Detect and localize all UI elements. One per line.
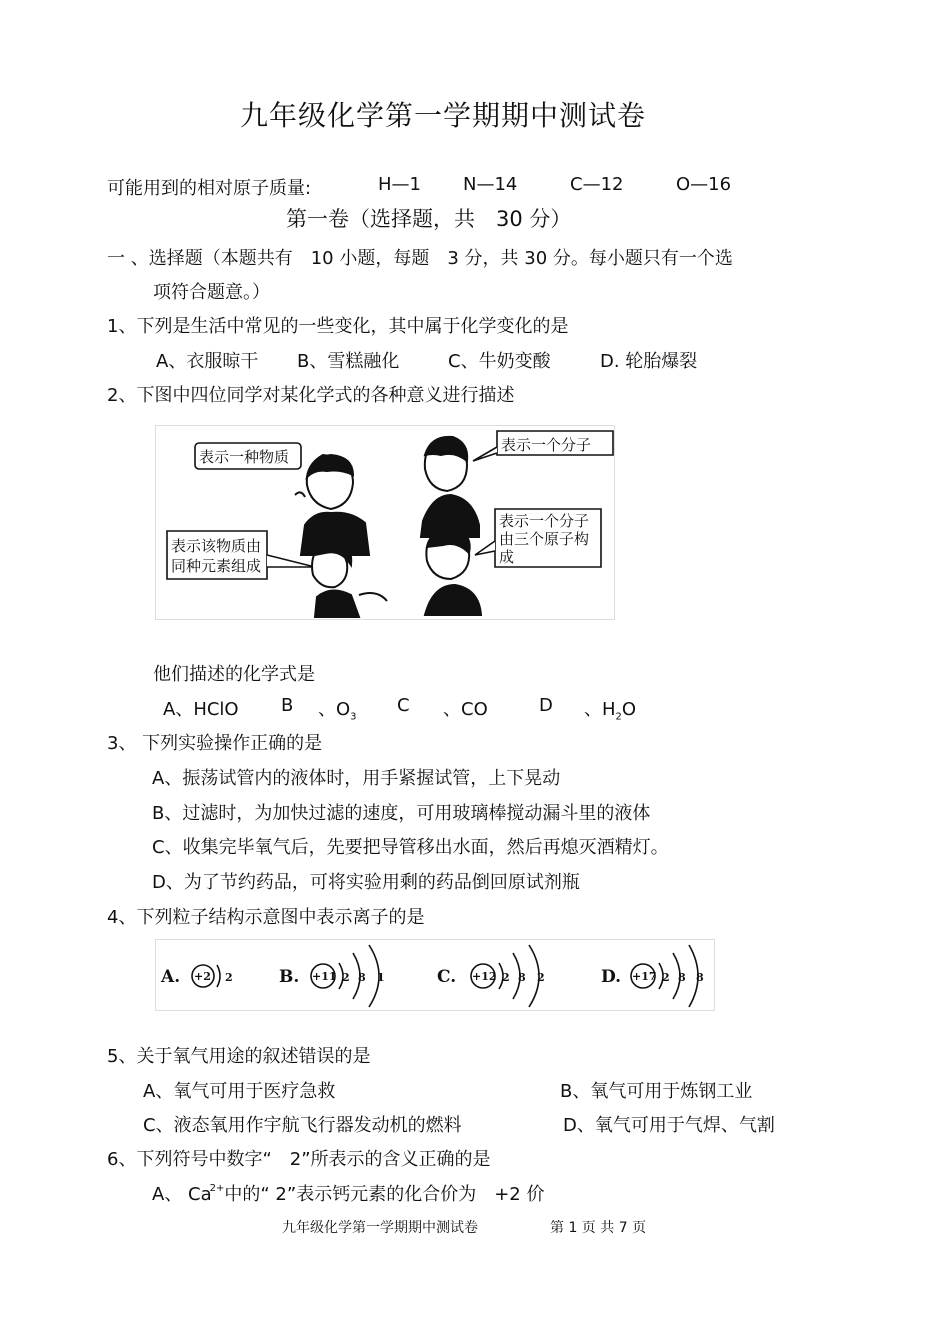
atom-d-shell-2: 8: [678, 971, 686, 984]
q1-option-a: A、衣服晾干: [156, 351, 259, 372]
bubble-4-text-line2: 由三个原子构: [499, 530, 590, 548]
q2-option-a: A、HClO: [163, 699, 239, 720]
q2-option-b: 、$O_3$: [318, 699, 357, 723]
section1-line2: 项符合题意。）: [153, 282, 270, 303]
q2-option-d: 、$H_2O$: [584, 699, 637, 723]
q1-option-b: B、雪糕融化: [297, 351, 400, 372]
bubble-3-text-line1: 表示该物质由: [171, 537, 262, 555]
student-4-figure: [425, 527, 481, 615]
bubble-4-text-line1: 表示一个分子: [499, 512, 590, 530]
atom-a-nucleus: +2: [194, 970, 211, 983]
bubble-1-text: 表示一种物质: [199, 448, 290, 466]
q2-students-figure: [155, 425, 615, 620]
atomic-mass-o: O—16: [676, 174, 732, 195]
q3-option-d: D、为了节约药品，可将实验用剩的药品倒回原试剂瓶: [152, 872, 580, 893]
atom-d-shell-3: 8: [696, 971, 704, 984]
atom-diagram-d: [601, 945, 704, 1007]
atom-a-label: A.: [161, 967, 181, 987]
atom-b-shell-3: 1: [377, 971, 385, 984]
q2-prompt: 他们描述的化学式是: [153, 664, 315, 685]
q5-option-d: D、氧气可用于气焊、气割: [563, 1115, 775, 1136]
q5-stem: 5、关于氧气用途的叙述错误的是: [107, 1046, 371, 1067]
q6-option-a: A、 $Ca^{2+}$中的“ 2”表示钙元素的化合价为 +2 价: [152, 1183, 545, 1205]
q3-option-c: C、收集完毕氧气后，先要把导管移出水面，然后再熄灭酒精灯。: [152, 837, 669, 858]
q1-stem: 1、下列是生活中常见的一些变化，其中属于化学变化的是: [107, 316, 569, 337]
atom-b-label: B.: [279, 967, 300, 987]
page-title: 九年级化学第一学期期中测试卷: [240, 99, 647, 132]
q3-option-b: B、过滤时，为加快过滤的速度，可用玻璃棒搅动漏斗里的液体: [152, 803, 651, 824]
atom-c-nucleus: +12: [472, 970, 497, 983]
q3-option-a: A、振荡试管内的液体时，用手紧握试管，上下晃动: [152, 768, 561, 789]
q3-stem: 3、 下列实验操作正确的是: [107, 733, 323, 754]
q1-option-c: C、牛奶变酸: [448, 351, 551, 372]
atom-diagram-a: [160, 965, 233, 987]
atom-d-nucleus: +17: [632, 970, 657, 983]
footer-title: 九年级化学第一学期期中测试卷: [282, 1220, 478, 1236]
atom-c-label: C.: [437, 967, 457, 987]
atomic-mass-c: C—12: [570, 174, 624, 195]
q2-option-b-letter: B: [281, 695, 294, 716]
speech-bubble-3: [167, 531, 315, 579]
q2-option-c: 、CO: [443, 699, 488, 720]
atomic-mass-h: H—1: [378, 174, 421, 195]
atomic-mass-n: N—14: [463, 174, 518, 195]
q5-option-b: B、氧气可用于炼钢工业: [560, 1081, 753, 1102]
q4-atom-diagrams: [155, 939, 715, 1011]
atom-b-nucleus: +11: [312, 970, 337, 983]
atom-b-shell-2: 8: [358, 971, 366, 984]
q2-option-c-letter: C: [397, 695, 410, 716]
atom-d-label: D.: [601, 967, 622, 987]
part1-title: 第一卷（选择题，共 30 分）: [286, 207, 572, 231]
q2-stem: 2、下图中四位同学对某化学式的各种意义进行描述: [107, 385, 515, 406]
student-3-figure: [312, 539, 387, 617]
footer-page-number: 第 1 页 共 7 页: [550, 1220, 647, 1236]
section1-line1: 一 、选择题（本题共有 10 小题，每题 3 分，共 30 分。每小题只有一个选: [107, 248, 733, 269]
q2-option-d-subscript: 2: [615, 711, 622, 723]
bubble-3-text-line2: 同种元素组成: [171, 557, 262, 575]
q5-option-a: A、氧气可用于医疗急救: [143, 1081, 336, 1102]
student-2-figure: [421, 437, 479, 537]
q2-option-d-letter: D: [539, 695, 553, 716]
speech-bubble-1: [195, 443, 301, 469]
q1-option-d: D. 轮胎爆裂: [600, 351, 698, 372]
q2-option-b-subscript: 3: [350, 711, 357, 723]
speech-bubble-4: [475, 509, 601, 567]
atom-c-shell-2: 8: [518, 971, 526, 984]
speech-bubble-2: [473, 431, 613, 461]
q6-stem: 6、下列符号中数字“ 2”所表示的含义正确的是: [107, 1149, 491, 1170]
atom-a-shell-1: 2: [225, 971, 233, 984]
bubble-2-text: 表示一个分子: [501, 436, 592, 454]
atom-c-shell-3: 2: [537, 971, 545, 984]
atom-diagram-c: [437, 945, 545, 1007]
q5-option-c: C、液态氧用作宇航飞行器发动机的燃料: [143, 1115, 462, 1136]
atom-d-shell-1: 2: [662, 971, 670, 984]
atom-b-shell-1: 2: [342, 971, 350, 984]
bubble-4-text-line3: 成: [499, 548, 515, 566]
q6-option-a-superscript: 2+: [209, 1183, 225, 1194]
atom-diagram-b: [279, 945, 385, 1007]
q4-stem: 4、下列粒子结构示意图中表示离子的是: [107, 907, 425, 928]
atom-c-shell-1: 2: [502, 971, 510, 984]
atomic-mass-label: 可能用到的相对原子质量:: [107, 178, 312, 199]
